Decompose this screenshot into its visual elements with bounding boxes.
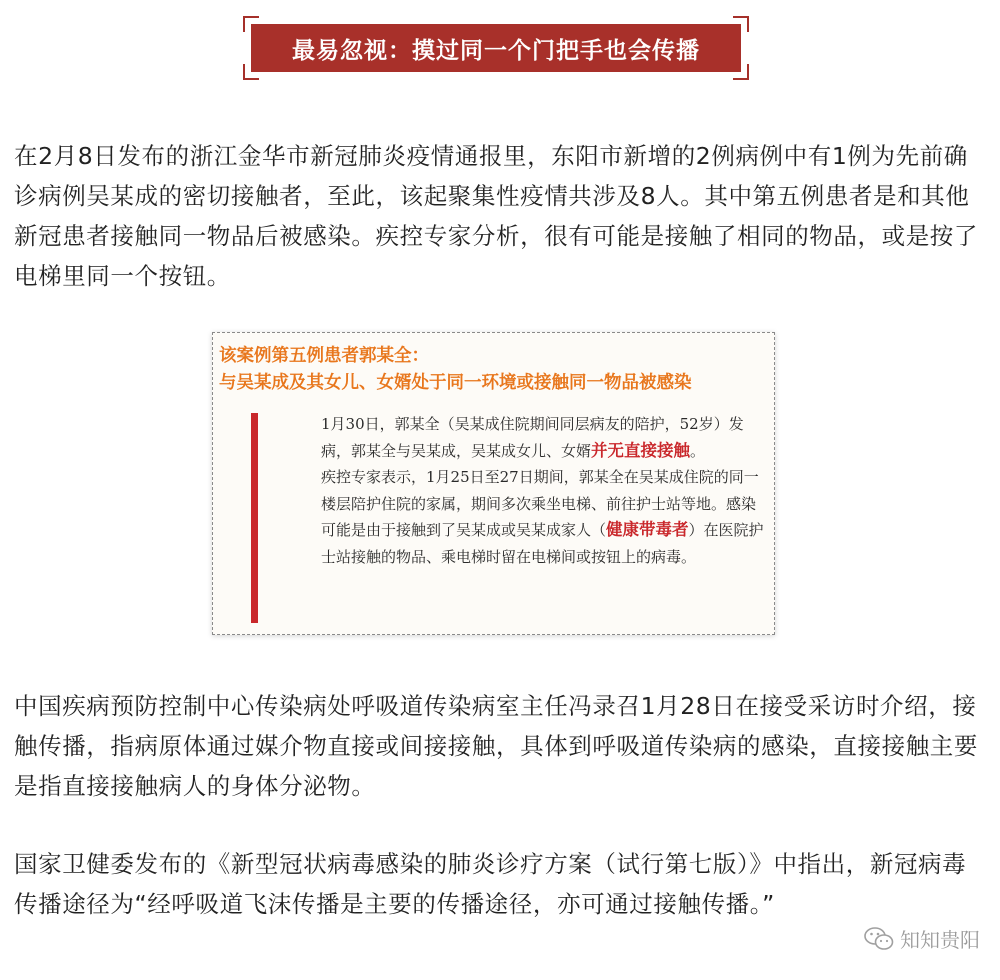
clipping-text: 疾控专家表示，1月25日至27日期间，郭某全在吴某成住院的同一楼层陪护住院的家属，期间多次乘坐电梯、前往护士站等地。感染可能是由于接触到了吴某成或吴某成家人（ <box>321 468 759 539</box>
clipping-text: 。 <box>690 441 706 460</box>
clipping-highlight-carrier: 健康带毒者 <box>606 520 689 539</box>
newspaper-clipping <box>212 332 775 635</box>
paragraph-report: 在2月8日发布的浙江金华市新冠肺炎疫情通报里，东阳市新增的2例病例中有1例为先前确诊病例吴某成的密切接触者，至此，该起聚集性疫情共涉及8人。其中第五例患者是和其他新冠患者接触同一物品后被感染。疾控专家分析，很有可能是接触了相同的物品，或是按了电梯里同一个按钮。 <box>14 142 978 290</box>
clipping-body <box>283 411 765 570</box>
banner-title: 最易忽视：摸过同一个门把手也会传播 <box>251 24 741 72</box>
clipping-text: ）在医院护士站接触的物品、乘电梯时留在电梯间或按钮上的病毒。 <box>321 521 764 566</box>
clipping-paragraph-2 <box>283 464 765 570</box>
clipping-headline <box>219 343 769 397</box>
clipping-text: 1月30日，郭某全（吴某成住院期间同层病友的陪护，52岁）发病，郭某全与吴某成，吴某成女儿、女婿 <box>321 415 744 460</box>
clipping-headline-line-2: 与吴某成及其女儿、女婿处于同一环境或接触同一物品被感染 <box>219 373 692 393</box>
clipping-paragraph-1 <box>283 411 765 464</box>
clipping-headline-line-1: 该案例第五例患者郭某全： <box>219 346 429 366</box>
clipping-highlight-no-contact: 并无直接接触 <box>591 440 691 460</box>
clipping-accent-bar <box>251 413 258 623</box>
watermark <box>864 924 980 953</box>
title-banner <box>243 16 749 80</box>
wechat-icon <box>864 926 894 952</box>
paragraph-guideline: 国家卫健委发布的《新型冠状病毒感染的肺炎诊疗方案（试行第七版）》中指出，新冠病毒传播途径为“经呼吸道飞沫传播是主要的传播途径，亦可通过接触传播。” <box>14 850 967 918</box>
watermark-text: 知知贵阳 <box>900 928 980 952</box>
paragraph-expert-interview: 中国疾病预防控制中心传染病处呼吸道传染病室主任冯录召1月28日在接受采访时介绍，接触传播，指病原体通过媒介物直接或间接接触，具体到呼吸道传染病的感染，直接接触主要是指直接接触病人的身体分泌物。 <box>14 692 978 800</box>
